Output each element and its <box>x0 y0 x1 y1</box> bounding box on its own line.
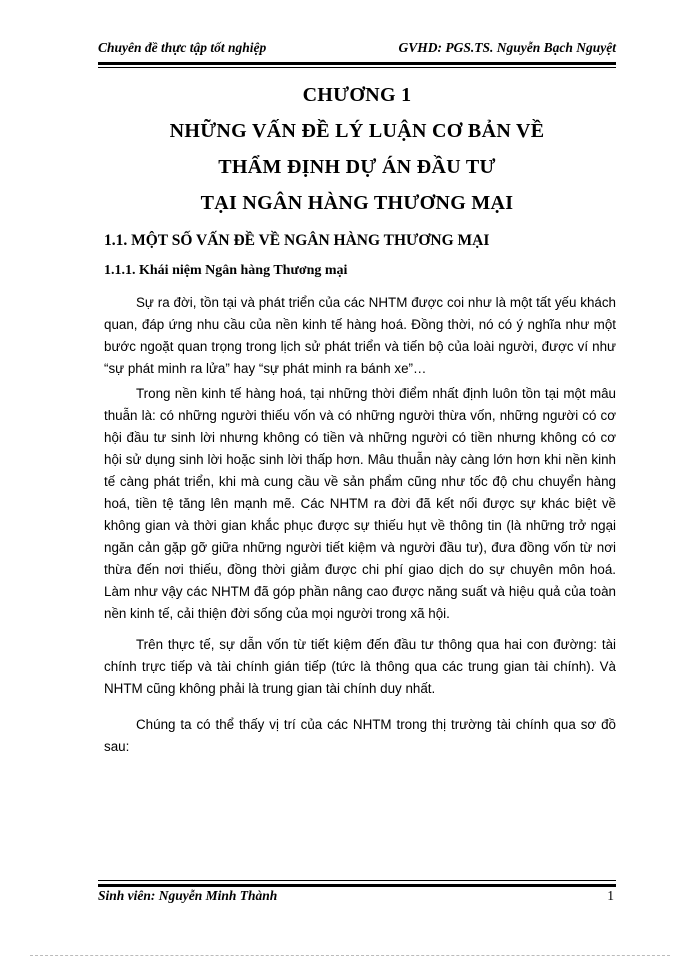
page-footer <box>98 888 616 908</box>
chapter-title-line1: NHỮNG VẤN ĐỀ LÝ LUẬN CƠ BẢN VỀ <box>169 120 545 142</box>
header-supervisor: GVHD: PGS.TS. Nguyễn Bạch Nguyệt <box>398 40 616 55</box>
header-rule-thick <box>98 62 616 65</box>
chapter-title-line2: THẨM ĐỊNH DỰ ÁN ĐẦU TƯ <box>218 156 496 178</box>
paragraph-2: Trong nền kinh tế hàng hoá, tại những thời điểm nhất định luôn tồn tại một mâu thuẫn là: có những người thiếu vốn và có những người thừa vốn, những người có cơ hội đầu tư sinh lời nhưng không có tiền và những người có tiền nhưng không có cơ hội sử dụng sinh lời hoặc sinh lời thấp hơn. Mâu thuẫn này càng lớn hơn khi nền kinh tế càng phát triển, khi mà cung cầu về sản phẩm cũng như tốc độ chu chuyển hàng hoá, tiền tệ tăng lên mạnh mẽ. Các NHTM ra đời đã kết nối được sự khác biệt về không gian và thời gian khắc phục được sự thiếu hụt về thông tin (là những trở ngại ngăn cản gặp gỡ giữa những người tiết kiệm và người đầu tư), đưa đồng vốn từ nơi thừa đến nơi thiếu, đồng thời giảm được chi phí giao dịch do sự chuyên môn hoá. Làm như vậy các NHTM đã góp phần nâng cao được năng suất và hiệu quả của toàn nền kinh tế, cải thiện đời sống của mọi người trong xã hội. <box>104 386 616 621</box>
chapter-number: CHƯƠNG 1 <box>302 84 412 106</box>
paragraph-1: Sự ra đời, tồn tại và phát triển của các NHTM được coi như là một tất yếu khách quan, đáp ứng nhu cầu của nền kinh tế hàng hoá. Đồng thời, nó có ý nghĩa như một bước ngoặt quan trọng trong lịch sử phát triển và tiến bộ của loài người, được ví như “sự phát minh ra lửa” hay “sự phát minh ra bánh xe”… <box>104 295 616 376</box>
chapter-title-line3: TẠI NGÂN HÀNG THƯƠNG MẠI <box>200 192 514 214</box>
footer-rule-thick <box>98 884 616 887</box>
footer-rule-thin <box>98 880 616 881</box>
section-heading: 1.1. MỘT SỐ VẤN ĐỀ VỀ NGÂN HÀNG THƯƠNG MẠI <box>104 232 490 249</box>
header-report-title: Chuyên đề thực tập tốt nghiệp <box>98 40 267 55</box>
page-break-line <box>30 955 670 956</box>
paragraph-3: Trên thực tế, sự dẫn vốn từ tiết kiệm đến đầu tư thông qua hai con đường: tài chính trực tiếp và tài chính gián tiếp (tức là thông qua các trung gian tài chính). Và NHTM cũng không phải là trung gian tài chính duy nhất. <box>104 637 616 696</box>
header-rule-thin <box>98 67 616 68</box>
paragraph-4: Chúng ta có thể thấy vị trí của các NHTM trong thị trường tài chính qua sơ đồ sau: <box>104 717 616 754</box>
page-header <box>98 40 616 60</box>
subsection-heading: 1.1.1. Khái niệm Ngân hàng Thương mại <box>104 263 348 278</box>
footer-student: Sinh viên: Nguyễn Minh Thành <box>98 888 278 903</box>
page-number: 1 <box>607 888 614 903</box>
